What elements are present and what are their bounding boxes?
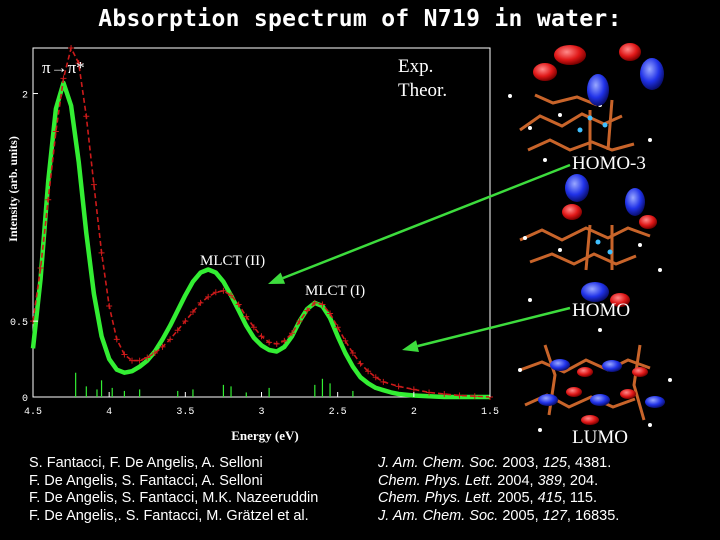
ref-authors-1: S. Fantacci, F. De Angelis, A. Selloni <box>29 455 263 471</box>
x-tick-label: 3 <box>258 407 265 418</box>
x-tick-label: 2 <box>410 407 417 418</box>
x-tick-label: 1.5 <box>480 407 500 418</box>
ref-journal-3: Chem. Phys. Lett. 2005, 415, 115. <box>378 490 598 506</box>
x-tick-label: 2.5 <box>328 407 347 418</box>
legend-theor: Theor. <box>398 80 448 101</box>
x-tick-label: 4.5 <box>23 407 43 418</box>
mlct1-label: MLCT (I) <box>305 283 366 299</box>
homo-label: HOMO <box>572 300 631 321</box>
y-axis-label: Intensity (arb. units) <box>6 136 20 242</box>
references-journals <box>378 455 619 525</box>
ref-authors-4: F. De Angelis,. S. Fantacci, M. Grätzel et al. <box>29 507 309 524</box>
homo3-orbital-image <box>508 43 664 162</box>
y-tick-label: 0.5 <box>9 318 28 330</box>
lumo-label: LUMO <box>572 427 628 448</box>
x-axis-label: Energy (eV) <box>231 428 299 443</box>
homo-orbital-image <box>520 174 662 307</box>
y-tick-label: 0 <box>21 394 28 405</box>
legend-exp: Exp. <box>398 56 434 77</box>
ref-journal-1: J. Am. Chem. Soc. 2003, 125, 4381. <box>378 455 612 471</box>
mlct2-label: MLCT (II) <box>200 253 266 269</box>
pi-transition-label: π→π* <box>42 58 85 77</box>
slide-title: Absorption spectrum of N719 in water: <box>98 6 622 32</box>
ref-journal-2: Chem. Phys. Lett. 2004, 389, 204. <box>378 472 599 489</box>
ref-authors-3: F. De Angelis, S. Fantacci, M.K. Nazeeruddin <box>29 490 319 506</box>
ref-journal-4: J. Am. Chem. Soc. 2005, 127, 16835. <box>378 507 620 524</box>
ref-authors-2: F. De Angelis, S. Fantacci, A. Selloni <box>29 472 263 489</box>
x-tick-label: 3.5 <box>176 407 195 418</box>
y-tick-label: 2 <box>21 90 28 102</box>
x-tick-label: 4 <box>106 407 113 418</box>
references-authors <box>29 455 318 525</box>
homo3-label: HOMO-3 <box>572 153 646 174</box>
lumo-orbital-image <box>518 328 672 432</box>
